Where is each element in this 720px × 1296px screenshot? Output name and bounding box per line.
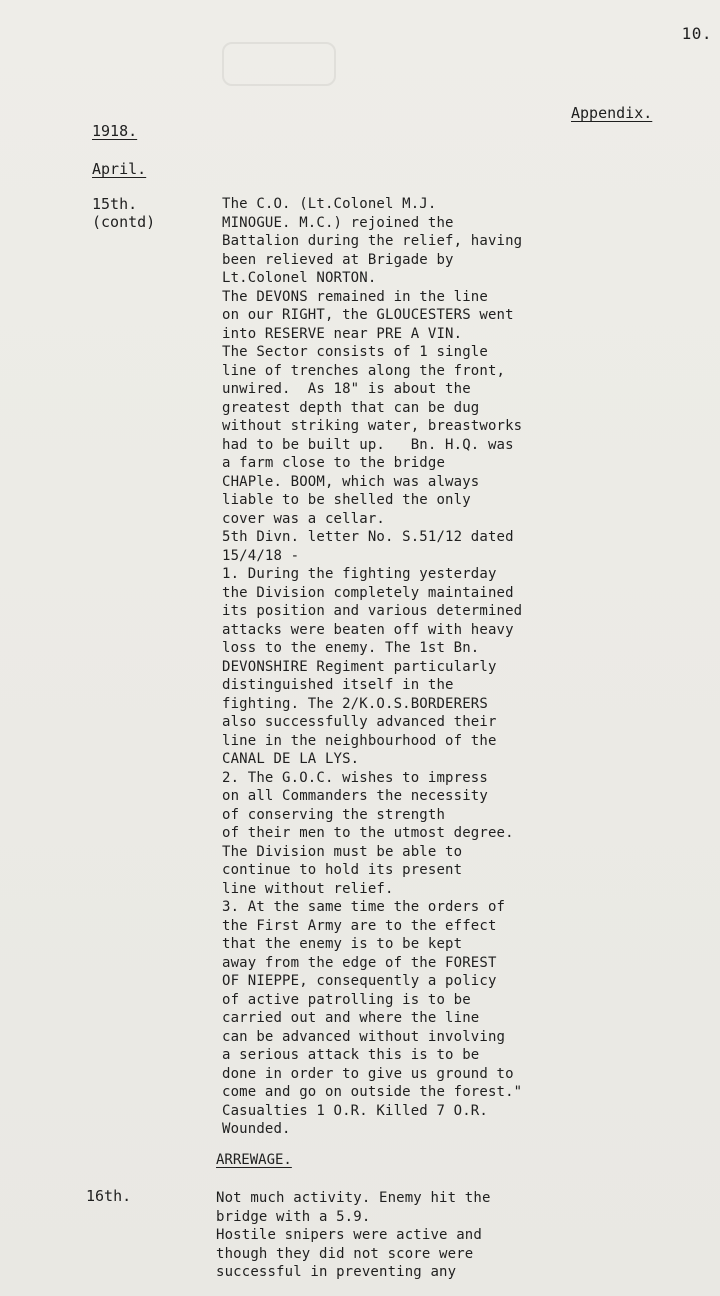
text-line: bridge with a 5.9. (216, 1208, 371, 1225)
text-line: greatest depth that can be dug (222, 399, 480, 416)
text-line: of active patrolling is to be (222, 991, 471, 1008)
text-line: MINOGUE. M.C.) rejoined the (222, 214, 454, 231)
text-line: Lt.Colonel NORTON. (222, 270, 377, 286)
text-line: of their men to the utmost degree. (222, 825, 514, 841)
faint-stamp-mark (222, 42, 336, 86)
text-line: of conserving the strength (222, 806, 446, 823)
text-line: cover was a cellar. (222, 510, 385, 527)
text-line: distinguished itself in the (222, 677, 454, 693)
text-line: Battalion during the relief, having (222, 233, 523, 249)
text-line: though they did not score were (216, 1245, 474, 1262)
text-line: been relieved at Brigade by (222, 251, 454, 268)
text-line: 3. At the same time the orders of (222, 899, 506, 915)
text-line: CHAPle. BOOM, which was always (222, 473, 480, 490)
text-line: Wounded. (222, 1121, 291, 1137)
text-line: on all Commanders the necessity (222, 788, 488, 804)
text-line: line without relief. (222, 880, 394, 897)
text-line: on our RIGHT, the GLOUCESTERS went (222, 307, 514, 323)
text-line: into RESERVE near PRE A VIN. (222, 325, 463, 342)
entry-date-15th: 15th. (contd) (92, 195, 156, 231)
text-line: carried out and where the line (222, 1010, 480, 1026)
text-line: attacks were beaten off with heavy (222, 621, 514, 638)
text-line: line in the neighbourhood of the (222, 732, 497, 749)
text-line: without striking water, breastworks (222, 418, 523, 434)
text-line: away from the edge of the FOREST (222, 954, 497, 971)
text-line: liable to be shelled the only (222, 492, 471, 508)
text-line: The C.O. (Lt.Colonel M.J. (222, 196, 437, 212)
text-line: The Division must be able to (222, 843, 463, 860)
text-line: Casualties 1 O.R. Killed 7 O.R. (222, 1102, 488, 1119)
text-line: can be advanced without involving (222, 1028, 506, 1045)
text-line: 15/4/18 - (222, 547, 300, 564)
text-line: a serious attack this is to be (222, 1047, 480, 1063)
text-line: 5th Divn. letter No. S.51/12 dated (222, 529, 514, 545)
text-line: OF NIEPPE, consequently a policy (222, 973, 497, 989)
text-line: done in order to give us ground to (222, 1065, 514, 1082)
text-line: the Division completely maintained (222, 584, 514, 601)
text-line: its position and various determined (222, 603, 523, 619)
text-line: also successfully advanced their (222, 714, 497, 730)
text-line: DEVONSHIRE Regiment particularly (222, 658, 497, 675)
text-line: Hostile snipers were active and (216, 1227, 482, 1243)
text-line: successful in preventing any (216, 1264, 457, 1280)
text-line: The DEVONS remained in the line (222, 288, 488, 305)
text-line: Not much activity. Enemy hit the (216, 1190, 491, 1206)
text-line: CANAL DE LA LYS. (222, 751, 360, 767)
text-line: loss to the enemy. The 1st Bn. (222, 640, 480, 656)
text-line: continue to hold its present (222, 862, 463, 878)
text-line: a farm close to the bridge (222, 455, 446, 471)
year-heading: 1918. (92, 122, 138, 140)
entry-date-16th: 16th. (86, 1187, 132, 1205)
text-line: 2. The G.O.C. wishes to impress (222, 769, 488, 786)
appendix-heading: Appendix. (571, 104, 653, 122)
text-line: had to be built up. Bn. H.Q. was (222, 436, 514, 453)
page-number: 10. (681, 24, 712, 43)
text-line: that the enemy is to be kept (222, 936, 463, 952)
text-line: 1. During the fighting yesterday (222, 566, 497, 582)
location-subheading: ARREWAGE. (216, 1152, 292, 1168)
text-line: fighting. The 2/K.O.S.BORDERERS (222, 695, 488, 712)
entry-body-16th (216, 1189, 616, 1282)
text-line: come and go on outside the forest." (222, 1084, 523, 1100)
text-line: line of trenches along the front, (222, 362, 506, 379)
month-heading: April. (92, 160, 147, 178)
text-line: the First Army are to the effect (222, 917, 497, 934)
text-line: The Sector consists of 1 single (222, 344, 488, 360)
text-line: unwired. As 18" is about the (222, 381, 471, 397)
entry-body-15th (222, 195, 622, 1139)
